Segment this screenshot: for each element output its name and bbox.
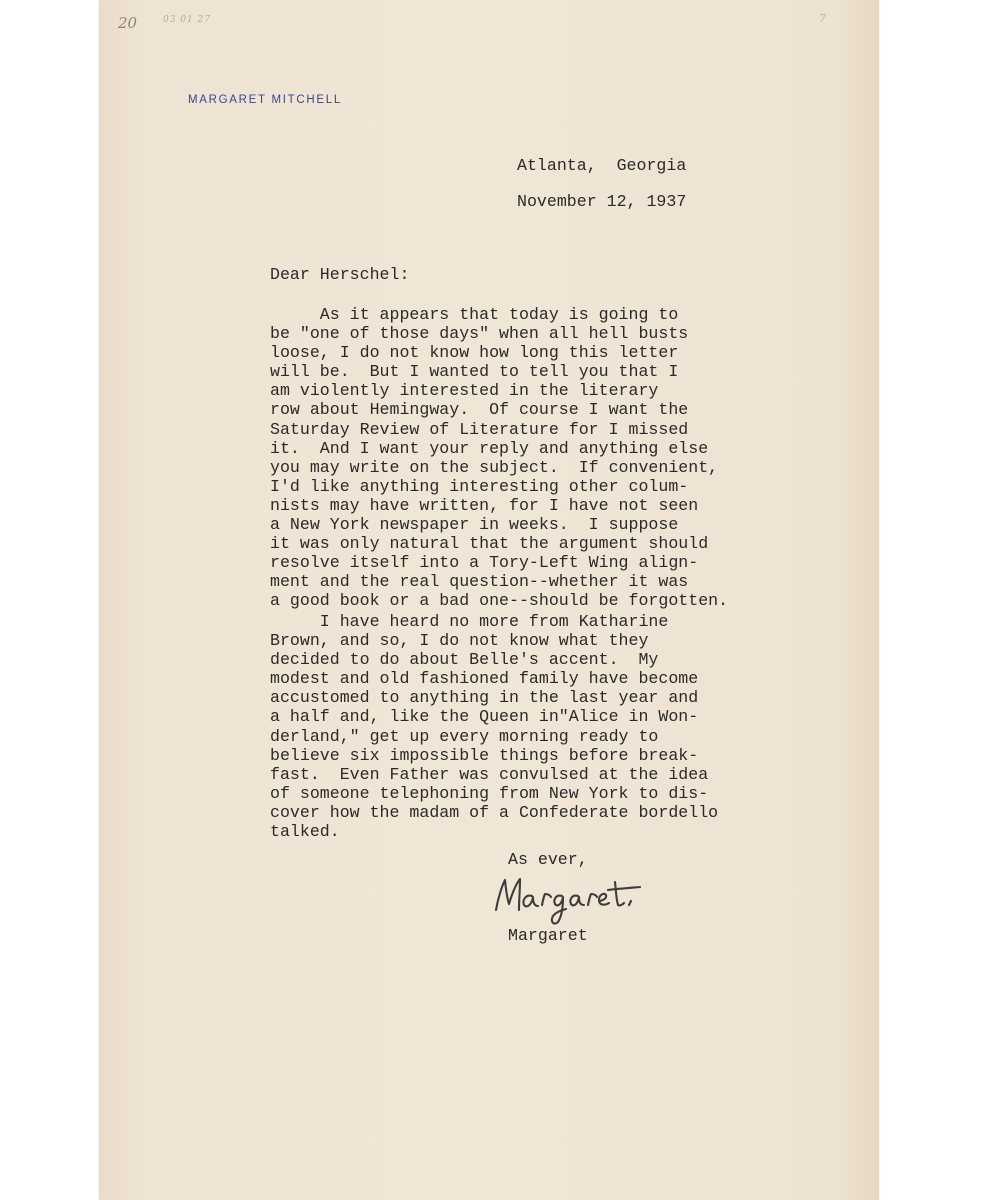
handwritten-signature (488, 868, 668, 928)
corner-mark-annotation: 7 (819, 12, 826, 25)
complimentary-close: As ever, (508, 850, 588, 869)
body-paragraph-2: I have heard no more from Katharine Brown, and so, I do not know what they decided to do about Belle's accent. My modest and old fashioned family have become accustomed to anything in the last year and a half and, like the Queen in"Alice in Won- derland," get up every morning ready to believe six impossible things before break- fast. Even Father was convulsed at the idea of someone telephoning from New York to dis- cover how the madam of a Confederate bordello talked. (270, 612, 719, 842)
signature-image (488, 868, 668, 928)
archive-mark-annotation: 03 01 27 (163, 15, 212, 25)
letter-page (99, 0, 879, 1200)
letterhead: MARGARET MITCHELL (188, 94, 342, 106)
body-paragraph-1: As it appears that today is going to be "one of those days" when all hell busts loose, I do not know how long this letter will be. But I wanted to tell you that I am violently interested in the literary row about Hemingway. Of course I want the Saturday Review of Literature for I missed it. And I want your reply and anything else you may write on the subject. If convenient, I'd like anything interesting other colum- nists may have written, for I have not seen a New York newspaper in weeks. I suppose it was only natural that the argument should resolve itself into a Tory-Left Wing align- ment and the real question--whether it was a good book or a bad one--should be forgotten. (270, 305, 729, 611)
letter-date: November 12, 1937 (517, 192, 687, 211)
sender-location: Atlanta, Georgia (517, 156, 687, 175)
typed-name: Margaret (508, 926, 588, 945)
salutation: Dear Herschel: (270, 265, 410, 284)
page-number-annotation: 20 (118, 14, 138, 32)
